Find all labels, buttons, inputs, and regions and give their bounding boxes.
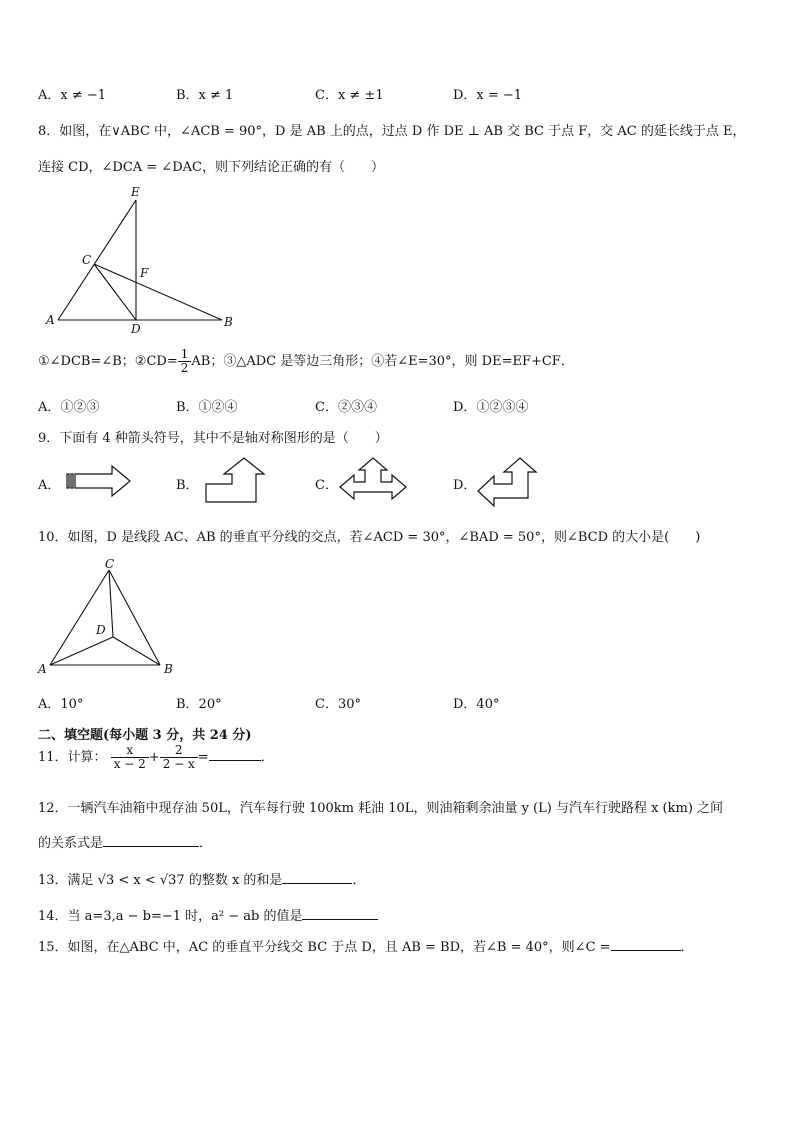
q7-option-d: D．x = −1 bbox=[453, 88, 523, 103]
q7-option-a: A．x ≠ −1 bbox=[38, 88, 107, 103]
q13-stem: 13．满足 √3 < x < √37 的整数 x 的和是 bbox=[38, 873, 283, 888]
q9-label-d: D． bbox=[453, 478, 477, 493]
bent-up-arrow-icon bbox=[204, 456, 268, 504]
q14-stem: 14．当 a=3,a − b=−1 时，a² − ab 的值是 bbox=[38, 909, 303, 924]
q11-frac2-den: 2 − x bbox=[160, 757, 198, 771]
q10-label-d: D bbox=[96, 623, 106, 637]
q15-answer-blank[interactable] bbox=[611, 938, 681, 951]
q8-label-c: C bbox=[82, 253, 92, 267]
q13-answer-blank[interactable] bbox=[282, 871, 352, 884]
three-way-arrow-icon bbox=[338, 456, 408, 504]
q10-figure bbox=[34, 556, 184, 678]
q8-label-f: F bbox=[140, 266, 149, 280]
q8-stem-line1: 8．如图，在∨ABC 中，∠ACB = 90°，D 是 AB 上的点，过点 D 作 DE ⊥ AB 交 BC 于点 F，交 AC 的延长线于点 E， bbox=[38, 124, 746, 139]
q9-stem: 9．下面有 4 种箭头符号，其中不是轴对称图形的是（ ） bbox=[38, 431, 388, 446]
striped-right-arrow-icon bbox=[64, 464, 134, 498]
q13-end: ． bbox=[352, 873, 366, 888]
q11-frac1-num: x bbox=[126, 743, 134, 757]
q11-frac1-den: x − 2 bbox=[111, 757, 149, 771]
q11-frac2-num: 2 bbox=[174, 743, 183, 757]
q8-option-a: A．①②③ bbox=[38, 400, 100, 415]
q12-answer-blank[interactable] bbox=[103, 834, 199, 847]
bent-up-left-arrow-icon bbox=[474, 456, 540, 508]
q12-stem-line1: 12．一辆汽车油箱中现存油 50L，汽车每行驶 100km 耗油 10L，则油箱剩余油量 y (L) 与汽车行驶路程 x (km) 之间 bbox=[38, 801, 724, 816]
q10-option-a: A．10° bbox=[38, 697, 84, 712]
q7-options bbox=[38, 84, 598, 104]
q11-end: ． bbox=[260, 750, 274, 765]
q10-option-c: C．30° bbox=[315, 697, 361, 712]
q8-label-a: A bbox=[46, 313, 55, 327]
q8-option-c: C．②③④ bbox=[315, 400, 377, 415]
q8-option-d: D．①②③④ bbox=[453, 400, 529, 415]
q7-option-c: C．x ≠ ±1 bbox=[315, 88, 384, 103]
q11-fraction-1 bbox=[111, 744, 149, 771]
q12-stem-line2 bbox=[38, 832, 212, 851]
q15-end: ． bbox=[680, 940, 694, 955]
q8-options bbox=[38, 396, 598, 416]
q10-option-b: B．20° bbox=[176, 697, 222, 712]
q8-figure bbox=[40, 184, 250, 334]
q8-statements bbox=[38, 348, 574, 375]
q8-label-e: E bbox=[131, 185, 140, 199]
q11-equals: = bbox=[197, 750, 209, 765]
q11-answer-blank[interactable] bbox=[209, 748, 261, 761]
q9-label-c: C． bbox=[315, 478, 338, 493]
q10-options bbox=[38, 693, 598, 713]
q8-statement-part2: AB；③△ADC 是等边三角形；④若∠E=30°，则 DE=EF+CF． bbox=[191, 354, 574, 369]
q8-stem-line2: 连接 CD，∠DCA = ∠DAC，则下列结论正确的有（ ） bbox=[38, 160, 384, 175]
q13 bbox=[38, 869, 365, 888]
section-fill-in-heading: 二、填空题(每小题 3 分，共 24 分) bbox=[38, 728, 252, 743]
q10-label-b: B bbox=[164, 662, 173, 676]
q7-option-b: B．x ≠ 1 bbox=[176, 88, 234, 103]
q11-plus: + bbox=[148, 750, 160, 765]
q11-fraction-2 bbox=[160, 744, 198, 771]
q15-stem: 15．如图，在△ABC 中，AC 的垂直平分线交 BC 于点 D，且 AB = BD，若∠B = 40°，则∠C = bbox=[38, 940, 611, 955]
q10-label-a: A bbox=[38, 662, 47, 676]
q11-prefix: 11．计算： bbox=[38, 750, 107, 765]
q8-frac-num: 1 bbox=[180, 347, 189, 361]
q9-label-b: B． bbox=[176, 478, 199, 493]
q14-answer-blank[interactable] bbox=[302, 907, 378, 920]
q14 bbox=[38, 905, 378, 924]
q8-frac-den: 2 bbox=[178, 361, 192, 375]
q12-prefix: 的关系式是 bbox=[38, 836, 104, 851]
q8-label-d: D bbox=[131, 322, 141, 334]
q10-stem: 10．如图，D 是线段 AC、AB 的垂直平分线的交点，若∠ACD = 30°，∠BAD = 50°，则∠BCD 的大小是( ) bbox=[38, 530, 701, 545]
q8-option-b: B．①②④ bbox=[176, 400, 238, 415]
q10-option-d: D．40° bbox=[453, 697, 500, 712]
q9-label-a: A． bbox=[38, 478, 61, 493]
q8-fraction bbox=[178, 348, 192, 375]
q8-label-b: B bbox=[224, 315, 233, 329]
q8-statement-part1: ①∠DCB=∠B；②CD= bbox=[38, 354, 178, 369]
q12-end: ． bbox=[199, 836, 213, 851]
q11 bbox=[38, 744, 274, 771]
q15 bbox=[38, 936, 694, 955]
q10-label-c: C bbox=[105, 557, 115, 571]
